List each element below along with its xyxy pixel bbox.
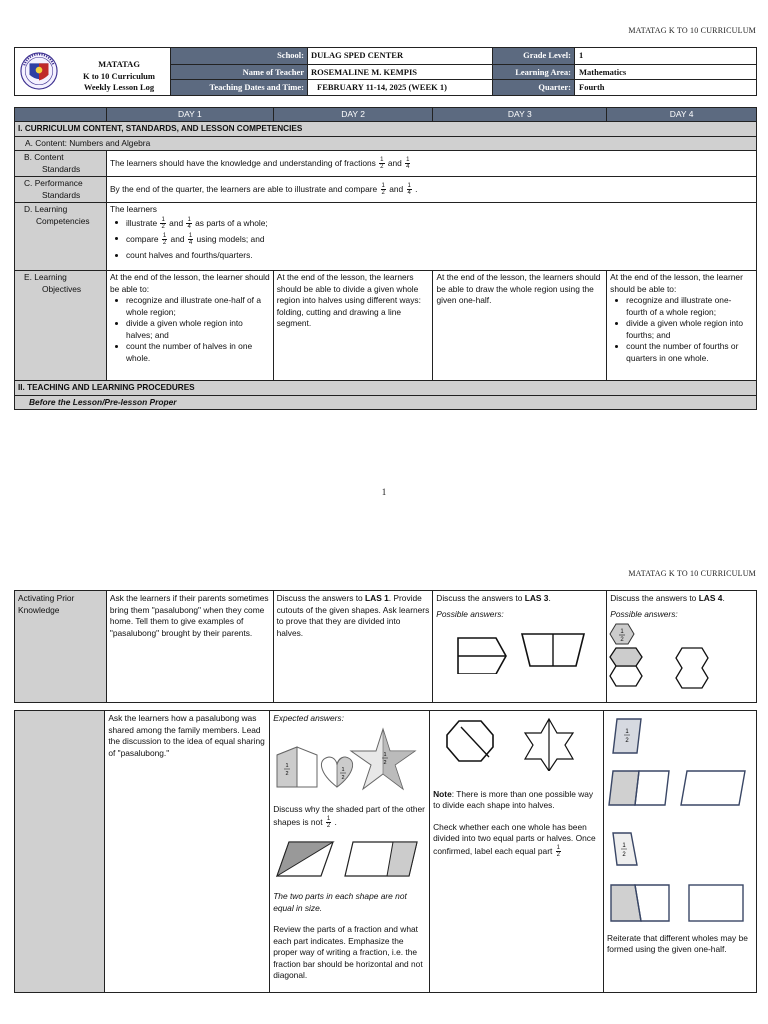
header-title: [69, 59, 169, 94]
page-number: 1: [381, 487, 387, 497]
reiterate-wholes-text: Reiterate that different wholes may be formed using the given one-half.: [606, 932, 748, 954]
review-fraction-parts: Review the parts of a fraction and what each part indicates. Emphasize the proper way of writing a fraction, i.e. the fraction bar should be horizontal and not diagonal.: [273, 924, 423, 980]
quarter-label: Quarter:: [492, 80, 575, 95]
svg-text:2: 2: [383, 759, 387, 766]
objective-item: recognize and illustrate one-half of a whole region;: [110, 295, 270, 318]
performance-standards-label: C. Performance: [24, 178, 83, 188]
check-halves-text: Check whether each one whole has been divided into two equal parts or halves. Once confirmed, label each equal part: [433, 821, 596, 856]
activating-day-1: Ask the learners if their parents sometimes bring them "pasalubong" when they come home. Tell them to give examples of "pasalubong" brought by their parents.: [106, 591, 273, 703]
svg-text:1: 1: [620, 629, 624, 635]
fraction-one-fourth: $\frac{1}{4}$: [406, 156, 410, 170]
learning-objectives-label-2: Objectives: [42, 283, 82, 294]
objective-item: recognize and illustrate one- fourth of a whole region;: [610, 295, 753, 318]
svg-text:2: 2: [622, 852, 626, 858]
learning-objectives-label: E. Learning: [24, 272, 67, 282]
day-4-header: DAY 4: [607, 108, 757, 122]
day-header-row: [15, 108, 757, 122]
note-text: : There is more than one possible way to divide each shape into halves.: [433, 788, 594, 810]
svg-text:1: 1: [622, 843, 626, 849]
school-value: DULAG SPED CENTER: [311, 50, 404, 60]
header-row-dates: [171, 79, 756, 95]
competency-compare-tail: using models; and: [196, 233, 265, 244]
learning-competencies-label: D. Learning: [24, 204, 68, 214]
halves-shapes-figure: [436, 626, 596, 674]
curriculum-label-page-2: MATATAG K TO 10 CURRICULUM: [628, 569, 756, 578]
curriculum-label: MATATAG K TO 10 CURRICULUM: [628, 26, 756, 35]
lesson-log-header: [14, 47, 757, 96]
performance-standards-label-2: Standards: [42, 189, 81, 200]
dates-label: Teaching Dates and Time:: [171, 80, 308, 95]
svg-text:1: 1: [341, 766, 345, 773]
competency-count: count halves and fourths/quarters.: [110, 250, 753, 262]
header-logo-cell: [15, 48, 171, 95]
lesson-discussion-table: [14, 710, 757, 993]
activating-knowledge-table: [14, 590, 757, 703]
content-a: A. Content: Numbers and Algebra: [15, 136, 757, 151]
objective-item: count the number of fourths or quarters in one whole.: [610, 341, 753, 364]
competencies-intro: The learners: [109, 204, 157, 214]
discussion-day-3: Note: There is more than one possible way to divide each shape into halves. Check whether each one whole has been divided into two equal parts or halves. Once confirmed, label each equal part $\frac{1}{2}$: [430, 711, 604, 993]
header-title-line-2: K to 10 Curriculum: [82, 70, 155, 81]
expected-answers-label: Expected answers:: [273, 713, 344, 723]
grade-level-value: 1: [579, 50, 584, 60]
activating-prior-knowledge-label: Activating Prior Knowledge: [15, 591, 107, 703]
section-1-title: I. CURRICULUM CONTENT, STANDARDS, AND LESSON COMPETENCIES: [15, 122, 757, 137]
day-1-header: DAY 1: [106, 108, 273, 122]
divide-shapes-figure: [433, 717, 593, 771]
objective-item: divide a given whole region into halves; and: [110, 318, 270, 341]
competency-compare: compare: [125, 233, 159, 244]
header-title-line-3: Weekly Lesson Log: [83, 82, 155, 92]
grade-level-label: Grade Level:: [492, 48, 575, 64]
learning-area-label: Learning Area:: [492, 65, 575, 80]
possible-answers-label: Possible answers:: [436, 608, 504, 619]
learning-competencies-row: D. Learning Competencies The learners illustrate $\frac{1}{2}$ and $\frac{1}{4}$ as parts of a whole; compare $\frac{1}{2}$ and $\frac{1}{4}$ using models; and count halves and fourths/quarters.: [15, 203, 757, 271]
performance-standards-text: By the end of the quarter, the learners are able to illustrate and compare: [109, 183, 378, 194]
learning-competencies-label-2: Competencies: [36, 215, 90, 226]
unequal-parts-shapes: [273, 836, 423, 884]
svg-text:2: 2: [285, 770, 289, 777]
content-standards-label-2: Standards: [42, 163, 81, 174]
svg-text:1: 1: [285, 762, 289, 769]
content-standards-text: The learners should have the knowledge and understanding of fractions: [109, 157, 376, 168]
possible-answers-label-day-4: Possible answers:: [610, 608, 678, 619]
school-label: School:: [171, 48, 308, 64]
performance-standards-row: C. Performance Standards By the end of the quarter, the learners are able to illustrate and compare $\frac{1}{2}$ and $\frac{1}{4}$ .: [15, 177, 757, 203]
header-row-school: [171, 48, 756, 64]
objectives-day-4: At the end of the lesson, the learner should be able to: recognize and illustrate one- fourth of a whole region; divide a given whole region into fourths; and count the number of fourths or quarters in one whole.: [607, 271, 757, 381]
content-standards-row: B. Content Standards The learners should have the knowledge and understanding of fractions $\frac{1}{2}$ and $\frac{1}{4}$: [15, 151, 757, 177]
fraction-one-half: $\frac{1}{2}$: [381, 182, 385, 196]
activating-day-3: Discuss the answers to LAS 3. Possible answers:: [433, 591, 607, 703]
header-title-line-1: MATATAG: [98, 59, 140, 69]
svg-text:1: 1: [625, 729, 629, 735]
expected-answers-shapes: [273, 725, 423, 797]
fraction-one-half: $\frac{1}{2}$: [380, 156, 384, 170]
section-2-title: II. TEACHING AND LEARNING PROCEDURES: [15, 381, 757, 396]
objectives-day-2: At the end of the lesson, the learners should be able to divide a given whole region into halves using different ways: folding, cutting and drawing a line segment.: [273, 271, 433, 381]
fraction-one-fourth: $\frac{1}{4}$: [407, 182, 411, 196]
objectives-day-1: At the end of the lesson, the learner should be able to: recognize and illustrate one-half of a whole region; divide a given whole region into halves; and count the number of halves in one whole.: [106, 271, 273, 381]
one-half-wholes-figure: [607, 715, 753, 925]
teacher-value: ROSEMALINE M. KEMPIS: [311, 66, 418, 77]
day-2-header: DAY 2: [273, 108, 433, 122]
discussion-day-4: [603, 711, 756, 993]
hexagon-halves-figure: [608, 622, 748, 694]
teacher-label: Name of Teacher: [171, 65, 308, 80]
day-3-header: DAY 3: [433, 108, 607, 122]
activating-day-2: Discuss the answers to LAS 1. Provide cutouts of the given shapes. Ask learners to prove that they are divided into halves.: [273, 591, 433, 703]
unequal-parts-note: The two parts in each shape are not equal in size.: [273, 891, 407, 913]
header-row-teacher: [171, 64, 756, 80]
svg-text:2: 2: [625, 738, 629, 744]
objectives-day-3: At the end of the lesson, the learners should be able to draw the whole region using the given one-half.: [433, 271, 607, 381]
deped-seal-icon: [20, 52, 58, 90]
discussion-day-1: Ask the learners how a pasalubong was shared among the family members. Lead the discussion to the idea of equal sharing of "pasalubong.": [105, 711, 270, 993]
learning-objectives-row: [15, 271, 757, 381]
discuss-not-half-text: Discuss why the shaded part of the other shapes is not: [273, 804, 425, 827]
curriculum-table: [14, 107, 757, 410]
content-standards-label: B. Content: [24, 152, 64, 162]
quarter-value: Fourth: [579, 82, 605, 93]
svg-text:1: 1: [383, 751, 387, 758]
competency-illustrate: illustrate: [125, 217, 158, 228]
dates-value: FEBRUARY 11-14, 2025 (WEEK 1): [317, 82, 447, 93]
svg-text:2: 2: [620, 637, 624, 643]
competency-illustrate-tail: as parts of a whole;: [195, 217, 268, 228]
learning-area-value: Mathematics: [579, 66, 627, 77]
activating-day-4: Discuss the answers to LAS 4. Possible answers: 1 2: [607, 591, 757, 703]
svg-text:2: 2: [341, 774, 345, 781]
objective-item: divide a given whole region into fourths; and: [610, 318, 753, 341]
objective-item: count the number of halves in one whole.: [110, 341, 270, 364]
discussion-day-2: Expected answers: 1 2 1 2 1 2 Discuss why the shaded part of the other shapes is not $\frac{1}{2}$ . The two parts in each shape are not equal in size. Review the parts of a fraction and what each part indicates. Emphasize the proper way of writing a fraction, i.e. the fraction bar should be horizontal and not diagonal.: [270, 711, 430, 993]
discussion-label-cell: [15, 711, 105, 993]
section-2-subtitle: Before the Lesson/Pre-lesson Proper: [15, 395, 757, 410]
note-label: Note: [433, 788, 452, 799]
